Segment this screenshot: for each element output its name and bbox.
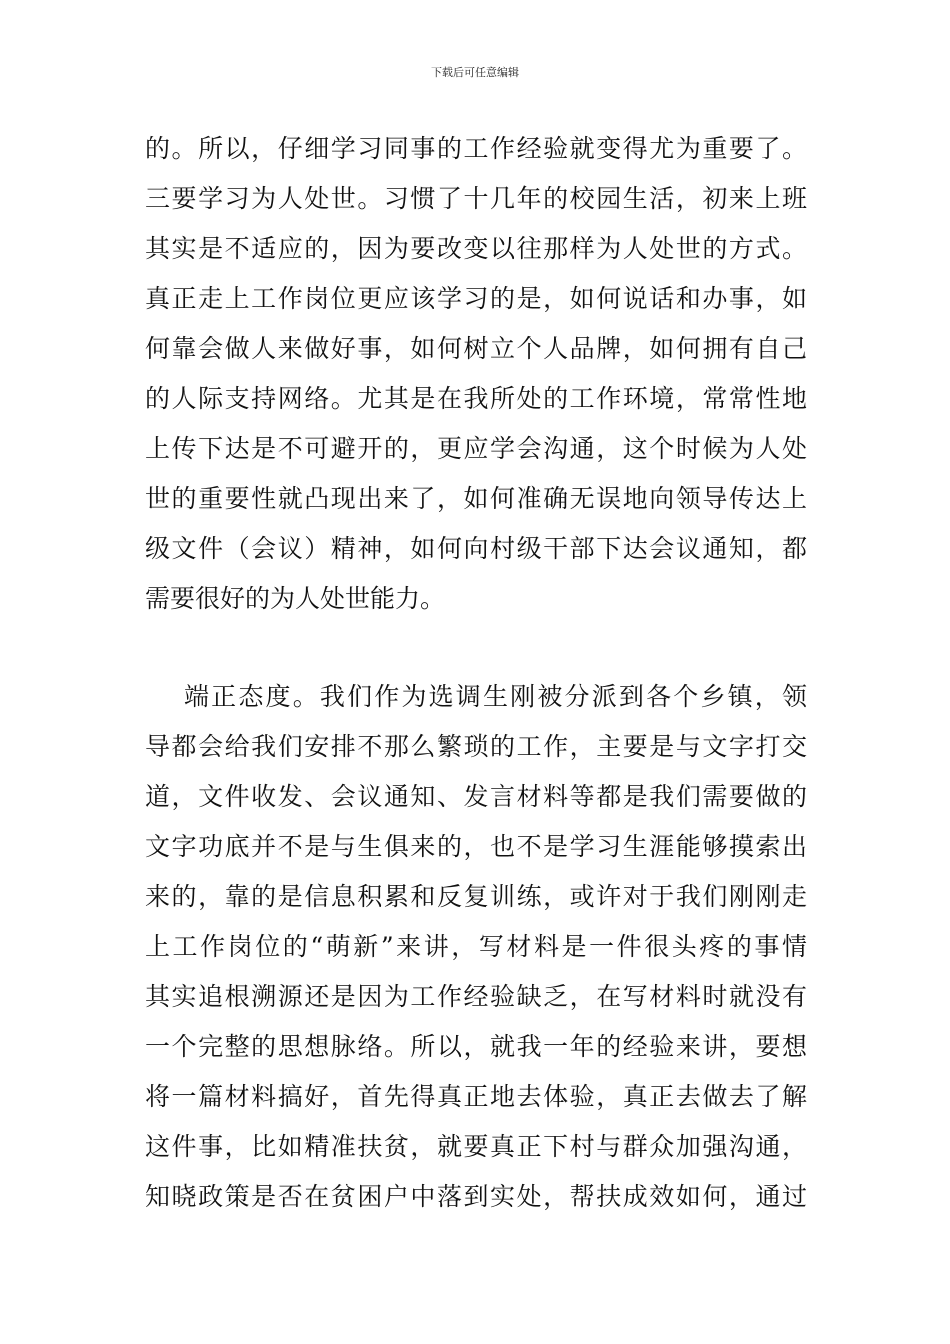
paragraph-1-line-4: 真正走上工作岗位更应该学习的是，如何说话和办事，如: [145, 284, 807, 313]
paragraph-1-line-10: 需要很好的为人处世能力。: [145, 584, 446, 613]
paragraph-2-line-9: 将一篇材料搞好，首先得真正地去体验，真正去做去了解: [145, 1082, 807, 1111]
paragraph-1-line-3: 其实是不适应的，因为要改变以往那样为人处世的方式。: [145, 234, 807, 263]
paragraph-2-line-3: 道，文件收发、会议通知、发言材料等都是我们需要做的: [145, 782, 807, 811]
paragraph-2-line-2: 导都会给我们安排不那么繁琐的工作，主要是与文字打交: [145, 732, 807, 761]
paragraph-1-line-7: 上传下达是不可避开的，更应学会沟通，这个时候为人处: [145, 434, 807, 463]
paragraph-2-line-8: 一个完整的思想脉络。所以，就我一年的经验来讲，要想: [145, 1032, 807, 1061]
paragraph-1-line-6: 的人际支持网络。尤其是在我所处的工作环境，常常性地: [145, 384, 807, 413]
paragraph-2-line-11: 知晓政策是否在贫困户中落到实处，帮扶成效如何，通过: [145, 1182, 807, 1211]
document-body: [145, 124, 807, 1222]
paragraph-1-line-1: 的。所以，仔细学习同事的工作经验就变得尤为重要了。: [145, 134, 807, 163]
paragraph-2-line-7: 其实追根溯源还是因为工作经验缺乏，在写材料时就没有: [145, 982, 807, 1011]
paragraph-1-line-8: 世的重要性就凸现出来了，如何准确无误地向领导传达上: [145, 484, 807, 513]
page-header: 下载后可任意编辑: [431, 66, 519, 79]
paragraph-1-line-9: 级文件（会议）精神，如何向村级干部下达会议通知，都: [145, 534, 807, 563]
paragraph-1-line-5: 何靠会做人来做好事，如何树立个人品牌，如何拥有自己: [145, 334, 807, 363]
paragraph-2-line-4: 文字功底并不是与生俱来的，也不是学习生涯能够摸索出: [145, 832, 807, 861]
paragraph-spacer: [145, 624, 807, 672]
paragraph-2-line-10: 这件事，比如精准扶贫，就要真正下村与群众加强沟通，: [145, 1132, 807, 1161]
paragraph-2-line-1: 端正态度。我们作为选调生刚被分派到各个乡镇，领: [184, 682, 807, 711]
paragraph-1-line-2: 三要学习为人处世。习惯了十几年的校园生活，初来上班: [145, 184, 807, 213]
paragraph-2-line-6: 上工作岗位的“萌新”来讲，写材料是一件很头疼的事情: [145, 932, 807, 961]
paragraph-2-line-5: 来的，靠的是信息积累和反复训练，或许对于我们刚刚走: [145, 882, 807, 911]
